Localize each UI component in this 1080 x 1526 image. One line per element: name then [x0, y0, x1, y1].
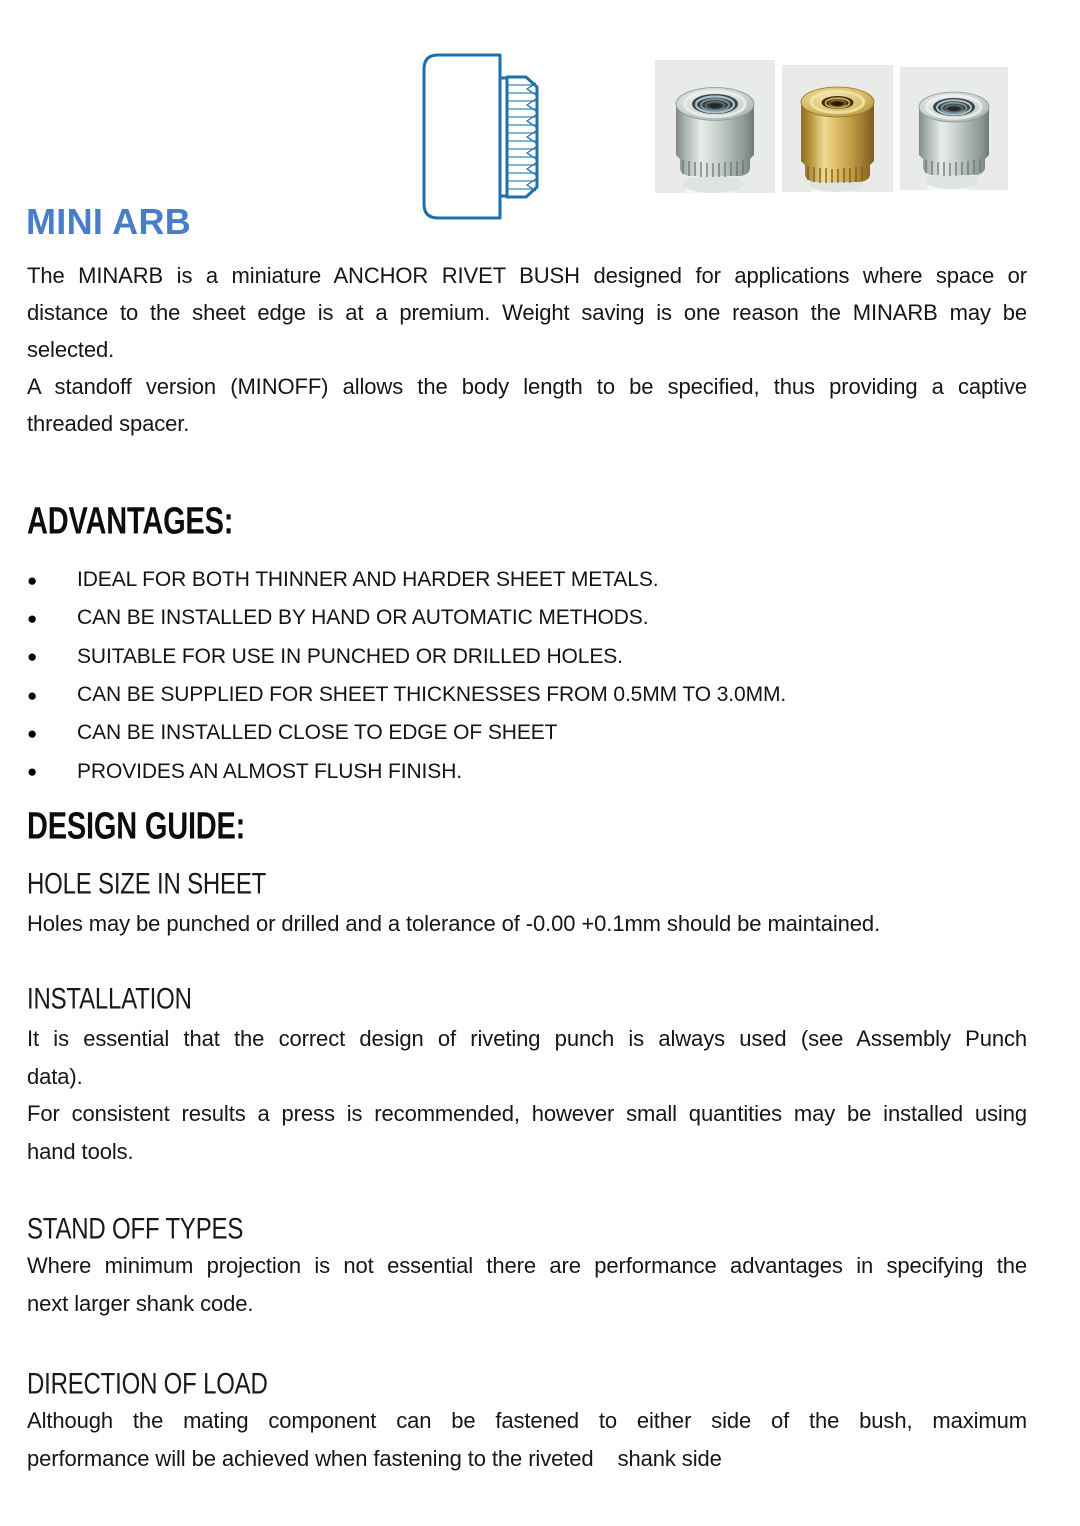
- body-line: data).: [27, 1064, 83, 1089]
- list-item: [27, 752, 1027, 790]
- intro-line: A standoff version (MINOFF) allows the body length to be specified, thus providing a captive: [27, 374, 1027, 399]
- list-item: [27, 599, 1027, 637]
- bullet-icon: ●: [27, 647, 38, 667]
- list-item-text: CAN BE INSTALLED CLOSE TO EDGE OF SHEET: [77, 721, 558, 745]
- list-item: [27, 561, 1027, 599]
- brass-minarb-photo-icon: [782, 65, 893, 192]
- intro-line: The MINARB is a miniature ANCHOR RIVET BUSH designed for applications where space or: [27, 263, 1027, 288]
- steel-minarb-photo-icon: [655, 60, 775, 193]
- bullet-icon: ●: [27, 762, 38, 782]
- subsection-heading: DIRECTION OF LOAD: [27, 1367, 268, 1401]
- body-line: performance will be achieved when fastening to the riveted shank side: [27, 1446, 722, 1471]
- advantages-heading: ADVANTAGES:: [27, 500, 234, 543]
- intro-line: distance to the sheet edge is at a premium. Weight saving is one reason the MINARB may be: [27, 300, 1027, 325]
- subsection-heading: INSTALLATION: [27, 982, 192, 1016]
- intro-line: threaded spacer.: [27, 411, 190, 436]
- advantages-list: [27, 561, 1027, 791]
- list-item: [27, 676, 1027, 714]
- body-line: hand tools.: [27, 1139, 134, 1164]
- body-line: Where minimum projection is not essential there are performance advantages in specifying the: [27, 1253, 1027, 1278]
- list-item: [27, 714, 1027, 752]
- subsection-heading: STAND OFF TYPES: [27, 1212, 244, 1246]
- page-title: MINI ARB: [26, 201, 192, 242]
- body-line: next larger shank code.: [27, 1291, 254, 1316]
- list-item-text: IDEAL FOR BOTH THINNER AND HARDER SHEET METALS.: [77, 568, 659, 592]
- list-item-text: CAN BE SUPPLIED FOR SHEET THICKNESSES FROM 0.5MM TO 3.0MM.: [77, 683, 787, 707]
- steel-minarb-photo-icon: [900, 67, 1008, 190]
- bullet-icon: ●: [27, 685, 38, 705]
- bullet-icon: ●: [27, 608, 38, 628]
- list-item: [27, 638, 1027, 676]
- body-line: For consistent results a press is recommended, however small quantities may be installed using: [27, 1101, 1027, 1126]
- intro-line: selected.: [27, 337, 115, 362]
- list-item-text: PROVIDES AN ALMOST FLUSH FINISH.: [77, 759, 463, 783]
- minarb-drawing-icon: [422, 52, 542, 222]
- body-line: It is essential that the correct design of riveting punch is always used (see Assembly Punch: [27, 1026, 1027, 1051]
- list-item-text: SUITABLE FOR USE IN PUNCHED OR DRILLED HOLES.: [77, 644, 623, 668]
- bullet-icon: ●: [27, 570, 38, 590]
- design-guide-heading: DESIGN GUIDE:: [27, 805, 246, 848]
- list-item-text: CAN BE INSTALLED BY HAND OR AUTOMATIC METHODS.: [77, 606, 649, 630]
- body-line: Holes may be punched or drilled and a tolerance of -0.00 +0.1mm should be maintained.: [27, 911, 881, 936]
- bullet-icon: ●: [27, 723, 38, 743]
- body-line: Although the mating component can be fastened to either side of the bush, maximum: [27, 1408, 1027, 1433]
- subsection-heading: HOLE SIZE IN SHEET: [27, 867, 267, 901]
